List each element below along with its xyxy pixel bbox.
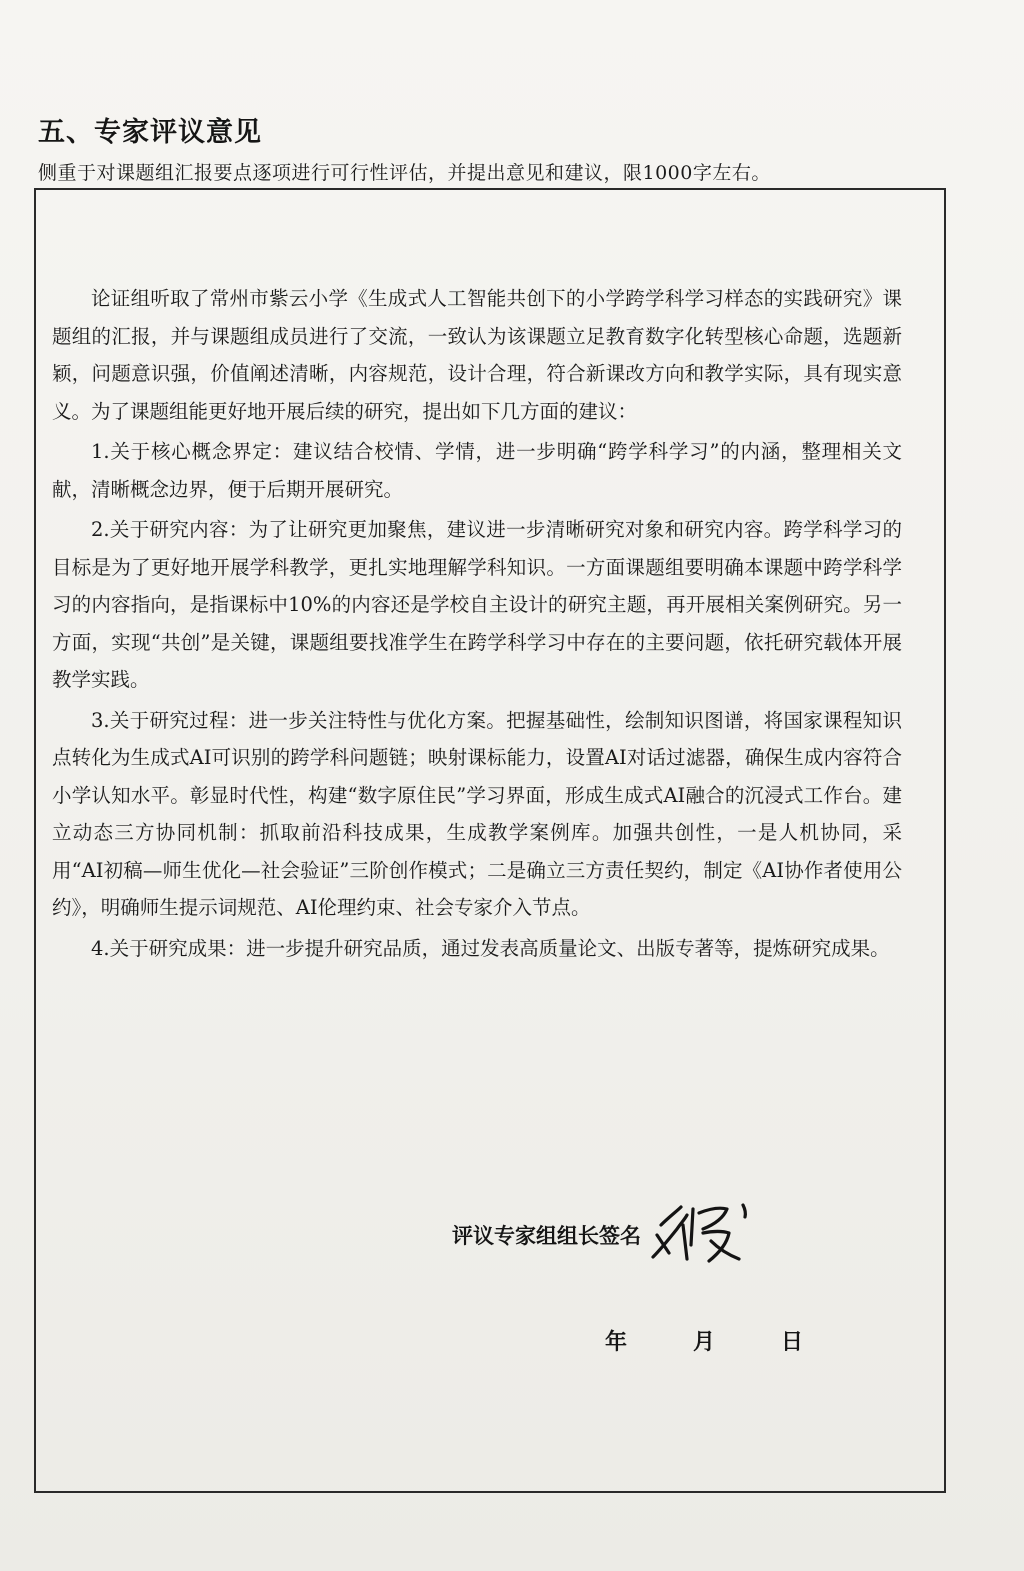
date-month-label: 月 bbox=[693, 1330, 716, 1355]
section-instruction: 侧重于对课题组汇报要点逐项进行可行性评估，并提出意见和建议，限1000字左右。 bbox=[38, 162, 771, 184]
handwritten-signature bbox=[647, 1195, 767, 1275]
opinion-paragraph-2: 2.关于研究内容：为了让研究更加聚焦，建议进一步清晰研究对象和研究内容。跨学科学习的目标是为了更好地开展学科教学，更扎实地理解学科知识。一方面课题组要明确本课题中跨学科学习的内容指向，是指课标中10%的内容还是学校自主设计的研究主题，再开展相关案例研究。另一方面，实现“共创”是关键，课题组要找准学生在跨学科学习中存在的主要问题，依托研究载体开展教学实践。 bbox=[52, 518, 902, 691]
signature-row bbox=[452, 1195, 767, 1275]
signature-label: 评议专家组组长签名 bbox=[452, 1224, 641, 1248]
section-title: 五、专家评议意见 bbox=[38, 117, 262, 148]
opinion-paragraph-1: 1.关于核心概念界定：建议结合校情、学情，进一步明确“跨学科学习”的内涵，整理相关文献，清晰概念边界，便于后期开展研究。 bbox=[52, 440, 902, 501]
opinion-text bbox=[52, 280, 902, 970]
opinion-paragraph-3: 3.关于研究过程：进一步关注特性与优化方案。把握基础性，绘制知识图谱，将国家课程知识点转化为生成式AI可识别的跨学科问题链；映射课标能力，设置AI对话过滤器，确保生成内容符合小学认知水平。彰显时代性，构建“数字原住民”学习界面，形成生成式AI融合的沉浸式工作台。建立动态三方协同机制：抓取前沿科技成果，生成教学案例库。加强共创性，一是人机协同，采用“AI初稿—师生优化—社会验证”三阶创作模式；二是确立三方责任契约，制定《AI协作者使用公约》，明确师生提示词规范、AI伦理约束、社会专家介入节点。 bbox=[52, 708, 902, 919]
date-year-label: 年 bbox=[605, 1330, 628, 1355]
opinion-paragraph-4: 4.关于研究成果：进一步提升研究品质，通过发表高质量论文、出版专著等，提炼研究成果。 bbox=[91, 936, 890, 960]
date-day-label: 日 bbox=[781, 1330, 804, 1355]
opinion-paragraph-intro: 论证组听取了常州市紫云小学《生成式人工智能共创下的小学跨学科学习样态的实践研究》课题组的汇报，并与课题组成员进行了交流，一致认为该课题立足教育数字化转型核心命题，选题新颖，问题意识强，价值阐述清晰，内容规范，设计合理，符合新课改方向和教学实际，具有现实意义。为了课题组能更好地开展后续的研究，提出如下几方面的建议： bbox=[52, 287, 902, 423]
